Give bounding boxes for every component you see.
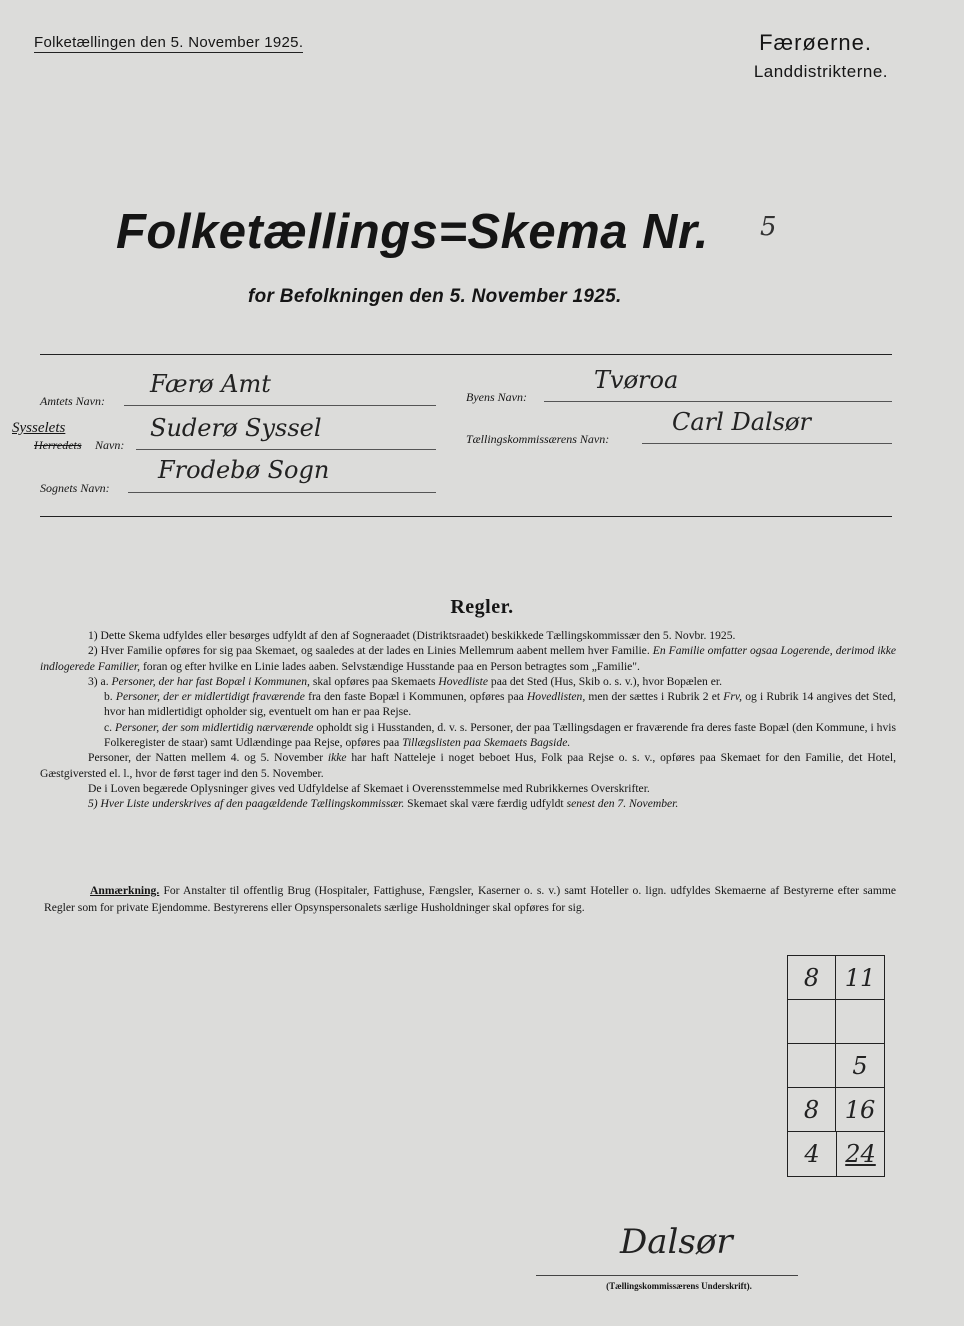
form-title: Folketællings=Skema Nr. [116, 205, 709, 259]
rule-3a-text: skal opføres paa Skemaets [312, 674, 436, 688]
tally-cell: 11 [836, 956, 884, 1000]
rule-1: 1) Dette Skema udfyldes eller besørges udfyldt af den af Sogneraadet (Distriktsraadet) beskikkede Tællingskommissær den 5. Novbr. 1925. [88, 629, 736, 642]
tally-cell [788, 1000, 836, 1044]
kommissaer-label: Tællingskommissærens Navn: [466, 432, 610, 446]
rule-3a-end: paa det Sted (Hus, Skib o. s. v.), hvor Bopælen er. [490, 674, 722, 688]
herred-value: Suderø Syssel [150, 414, 322, 442]
tally-cell: 16 [836, 1088, 884, 1132]
rules-heading: Regler. [450, 596, 514, 618]
rule-3a-hovedliste: Hovedliste [438, 674, 488, 688]
tally-total: 4 [804, 1140, 820, 1168]
by-value: Tvøroa [594, 366, 679, 394]
kommissaer-value: Carl Dalsør [672, 408, 811, 436]
rule-3b-end: og i Rubrik 14 angives det Sted, hvor han midlertidigt opholder sig, eventuelt om han er paa Rejse. [104, 690, 896, 719]
herred-label-struck: Herredets [34, 438, 82, 452]
rule-5-text: Skemaet skal være færdig udfyldt [407, 797, 564, 811]
rule-5-italic: 5) Hver Liste underskrives af den paagældende Tællingskommissær. [88, 797, 405, 811]
top-divider [40, 354, 892, 355]
sogn-label: Sognets Navn: [40, 481, 110, 495]
rule-3b-text2: men der sættes i Rubrik 2 et [588, 690, 721, 704]
herred-label: Navn: [95, 438, 125, 452]
bottom-divider [40, 516, 892, 517]
herred-line [136, 449, 436, 450]
tally-box [787, 955, 885, 1177]
sogn-line [128, 492, 436, 493]
tally-cell: 5 [836, 1044, 884, 1088]
tally-cell: 8 [788, 956, 836, 1000]
rule-3b-num: b. [104, 690, 113, 704]
rule-3c-italic: Personer, der som midlertidig nærværende [115, 720, 314, 734]
rule-3a [40, 674, 896, 689]
by-label: Byens Navn: [466, 390, 527, 404]
amt-line [124, 405, 436, 406]
rule-3a-italic: Personer, der har fast Bopæl i Kommunen, [111, 674, 310, 688]
rule-3a-num: 3) a. [88, 674, 109, 688]
amt-label: Amtets Navn: [40, 394, 105, 408]
rule-3b-text: fra den faste Bopæl i Kommunen, opføres paa [308, 690, 524, 704]
tally-cell: 8 [788, 1088, 836, 1132]
rules-body [40, 628, 896, 812]
rule-3b [40, 689, 896, 720]
commissioner-signature: Dalsør [620, 1222, 733, 1262]
rule-2 [40, 643, 896, 674]
tally-cell [788, 1044, 836, 1088]
rule-3b-italic: Personer, der er midlertidigt fraværende [115, 690, 305, 704]
rule-3d-text: Personer, der Natten mellem 4. og 5. November [88, 751, 324, 765]
by-line [544, 401, 892, 402]
rule-3b-frv: Frv, [723, 690, 743, 704]
rule-3c-text: opholdt sig i Husstanden, d. v. s. Personer, der paa Tællingsdagen er fraværende fra deres faste Bopæl (den Kommune, i hvis Folkeregister de staar) samt Udlændinge paa Rejse, opføres paa [104, 720, 897, 750]
amt-value: Færø Amt [150, 370, 271, 398]
anmaerkning-text: For Anstalter til offentlig Brug (Hospitaler, Fattighuse, Fængsler, Kaserner o. s. v.) samt Hoteller o. lign. udfyldes Skemaerne af Bestyrerne efter samme Regler som for private Ejendomme. Bestyrerens eller Opsynspersonalets særlige Husholdninger skal opføres for sig. [44, 884, 897, 914]
district-subtitle: Landdistrikterne. [753, 62, 888, 81]
rule-3d-end: har haft Natteleje i noget beboet Hus, Folk paa Rejse o. s. v., opføres paa Skemaet for den Familie, det Hotel, Gæstgiversted el. l., hvor de først tager ind den 5. November. [40, 751, 896, 780]
anmaerkning [44, 882, 896, 916]
herred-label-handwritten: Sysselets [12, 420, 66, 436]
rule-3d [40, 750, 896, 781]
region-title: Færøerne. [759, 30, 872, 55]
rule-2-text: 2) Hver Familie opføres for sig paa Skemaet, og saaledes at der lades en Linies Mellemrum aabent mellem hver Familie. [88, 644, 650, 658]
rule-3c-tillaeg: Tillægslisten paa Skemaets Bagside. [402, 736, 571, 750]
schema-number: 5 [760, 212, 777, 242]
rule-3c-num: c. [104, 720, 113, 734]
rule-4: De i Loven begærede Oplysninger gives ved Udfyldelse af Skemaet i Overensstemmelse med Rubrikkernes Overskrifter. [88, 781, 650, 795]
rule-3c [40, 720, 896, 751]
tally-total: 24 [836, 1132, 884, 1176]
rule-2-cont: foran og efter hvilke en Linie lades aaben. Selvstændige Husstande paa en Person betragtes som „Familie". [142, 659, 640, 673]
tally-cell [836, 1000, 884, 1044]
rule-5-deadline: senest den 7. November. [566, 797, 679, 811]
rule-3b-hovedlisten: Hovedlisten, [526, 690, 586, 704]
rule-3d-ikke: ikke [327, 751, 347, 765]
sogn-value: Frodebø Sogn [158, 456, 330, 484]
kommissaer-line [642, 443, 892, 444]
signature-caption: (Tællingskommissærens Underskrift). [606, 1281, 752, 1291]
form-subtitle: for Befolkningen den 5. November 1925. [248, 286, 622, 307]
rule-2-italic: En Familie omfatter ogsaa Logerende, derimod ikke indlogerede Familier, [40, 644, 896, 673]
anmaerkning-label: Anmærkning. [90, 884, 160, 897]
rule-5 [40, 796, 896, 811]
census-header: Folketællingen den 5. November 1925. [34, 34, 304, 51]
signature-line [536, 1275, 798, 1276]
